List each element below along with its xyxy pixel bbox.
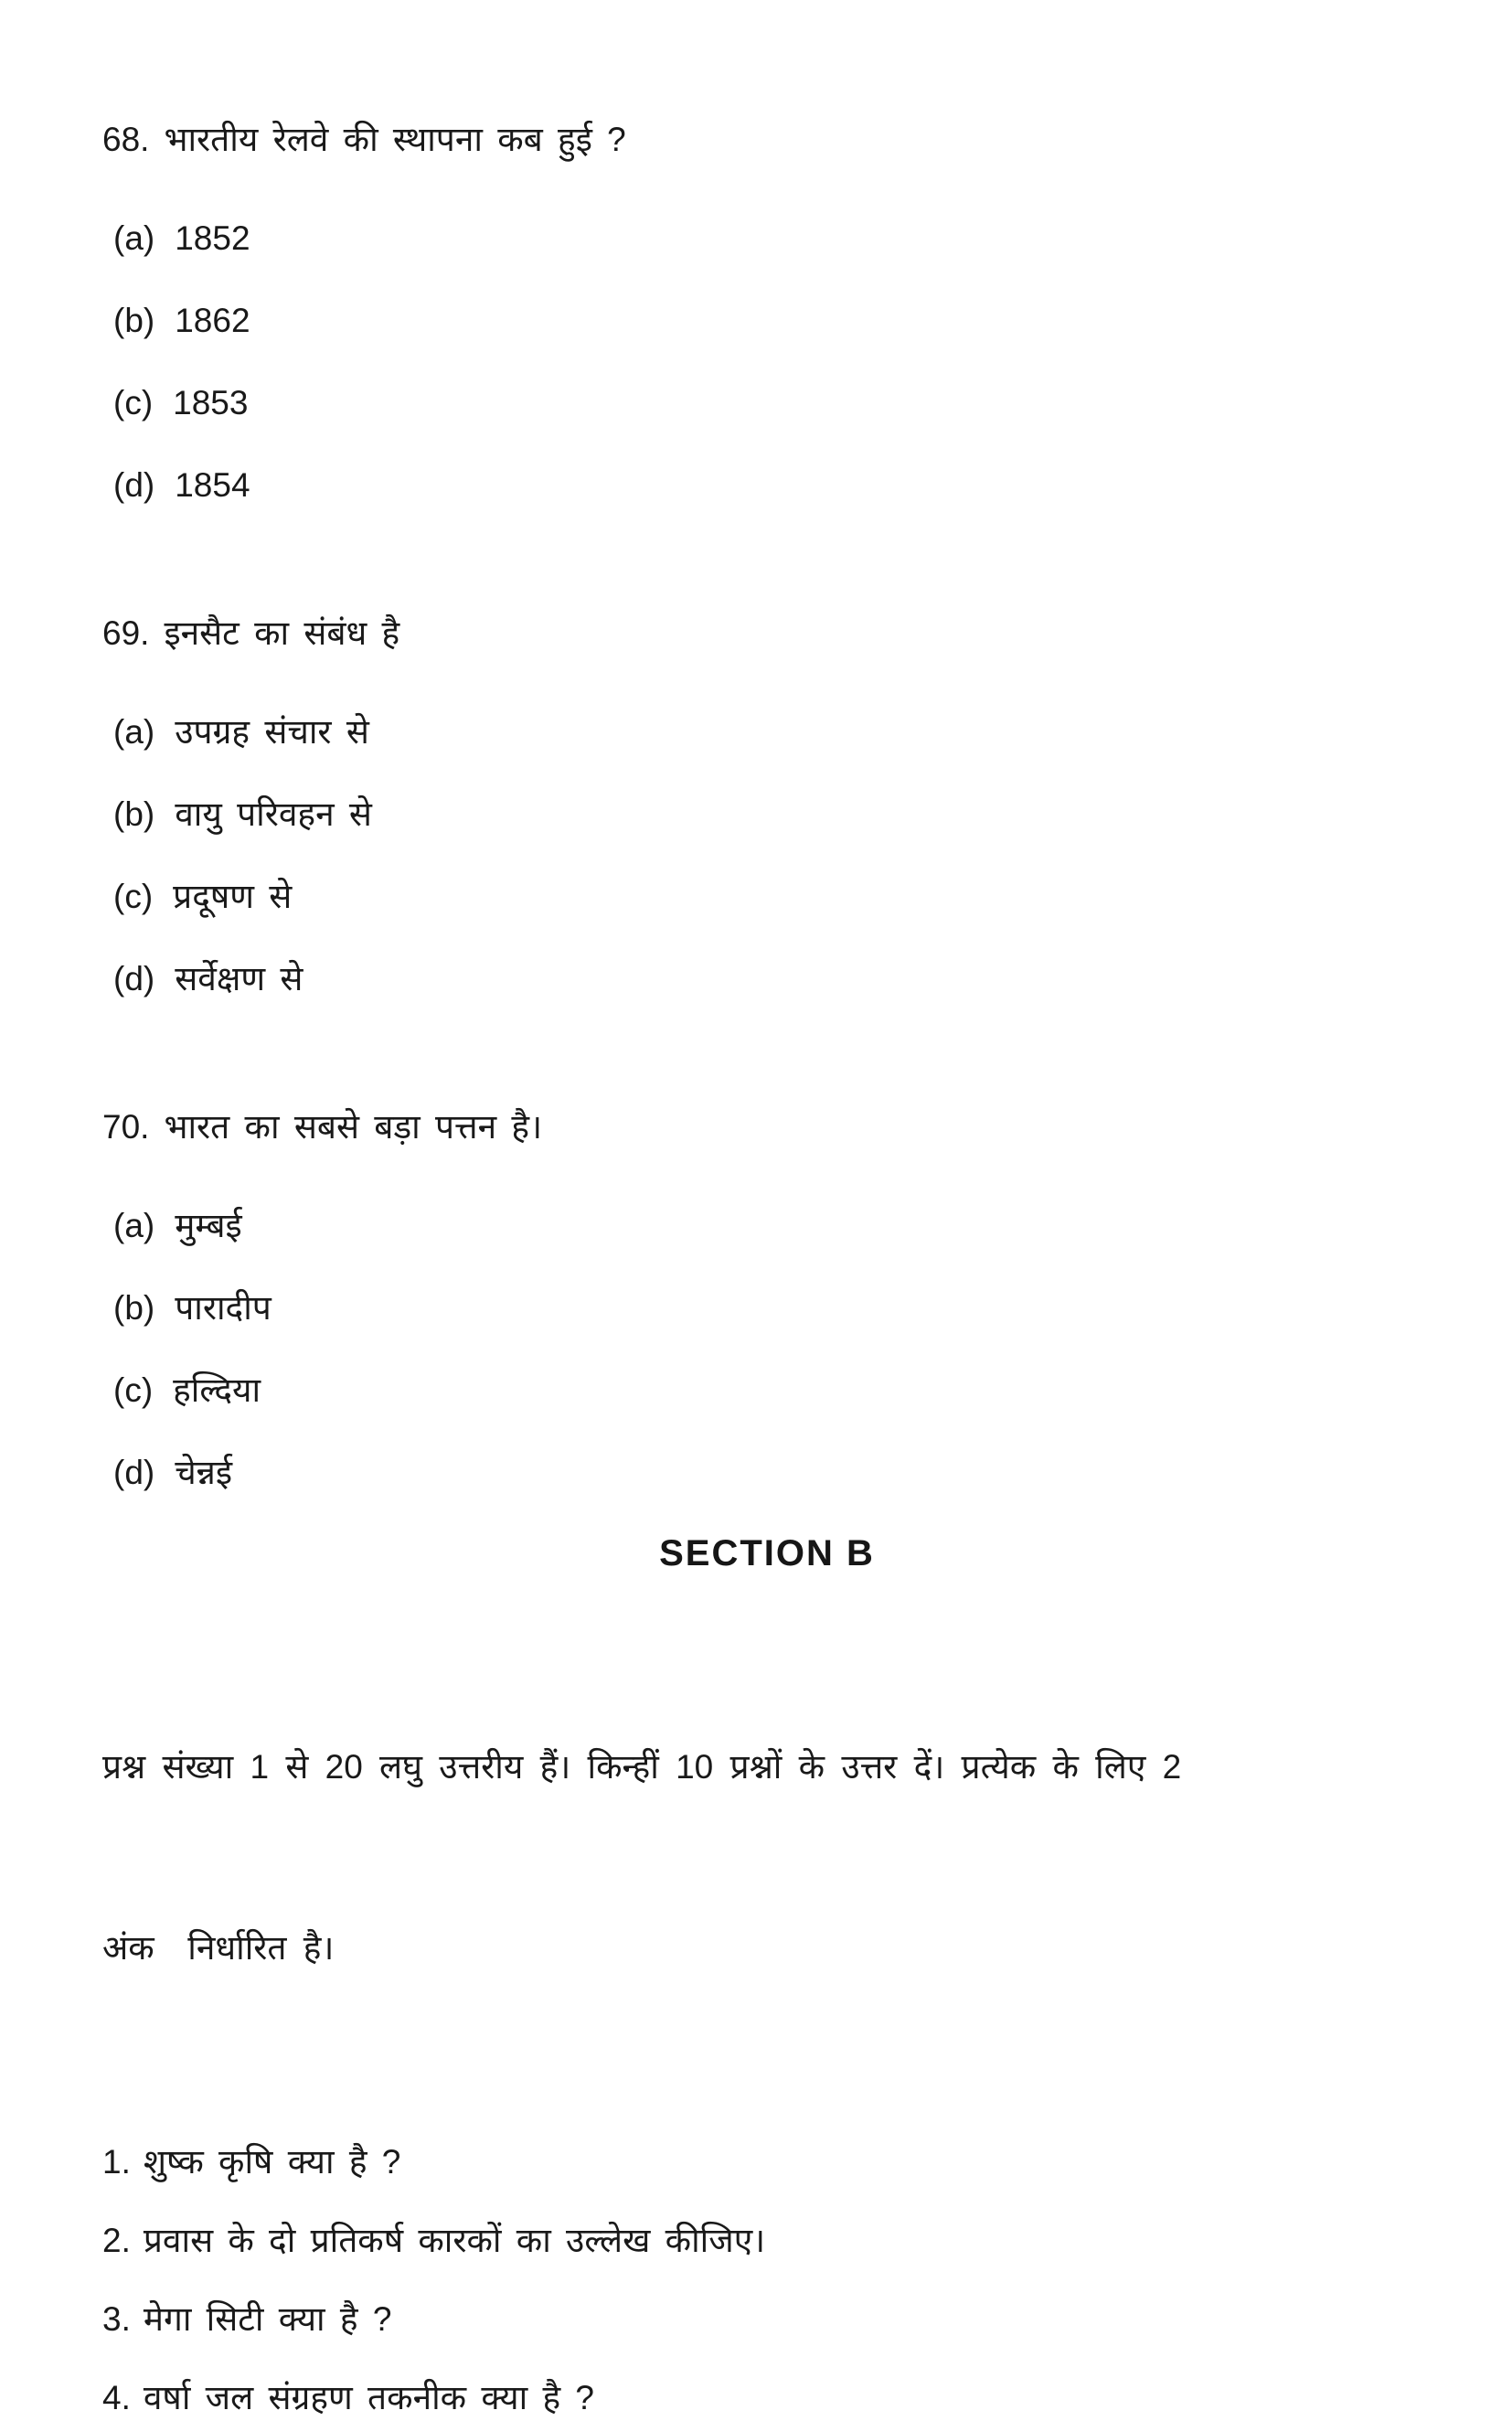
short-question-3 — [102, 2297, 1432, 2342]
question-69-line — [102, 611, 1432, 656]
question-number: 1. — [102, 2143, 131, 2181]
question-text: भारतीय रेलवे की स्थापना कब हुई ? — [164, 121, 626, 158]
option-text: उपग्रह संचार से — [175, 713, 369, 751]
option-label: (d) — [113, 960, 155, 997]
question-text: भारत का सबसे बड़ा पत्तन है। — [164, 1108, 543, 1146]
option-text: पारादीप — [175, 1289, 272, 1327]
question-text: वर्षा जल संग्रहण तकनीक क्या है ? — [143, 2379, 594, 2416]
option-text: 1853 — [173, 384, 249, 421]
option-label: (b) — [113, 302, 155, 339]
option-label: (c) — [113, 878, 154, 915]
option-text: सर्वेक्षण से — [175, 960, 303, 997]
question-number: 70. — [102, 1108, 150, 1146]
short-question-2 — [102, 2218, 1432, 2264]
option-label: (d) — [113, 466, 155, 504]
option-item — [113, 1368, 1432, 1413]
option-label: (a) — [113, 713, 155, 751]
question-number: 68. — [102, 121, 150, 158]
instruction-line: अंक निर्धारित है। — [102, 1929, 335, 1967]
option-item — [113, 1285, 1432, 1331]
question-number: 4. — [102, 2379, 131, 2416]
question-69-block — [102, 611, 1432, 1002]
option-label: (a) — [113, 1207, 155, 1244]
instruction-line: प्रश्न संख्या 1 से 20 लघु उत्तरीय हैं। किन्हीं 10 प्रश्नों के उत्तर दें। प्रत्येक के लिए 2 — [102, 1748, 1182, 1786]
option-item — [113, 298, 1432, 344]
option-label: (a) — [113, 219, 155, 257]
question-number: 3. — [102, 2300, 131, 2338]
option-text: प्रदूषण से — [173, 878, 293, 915]
question-68-block — [102, 117, 1432, 508]
option-item — [113, 1203, 1432, 1249]
option-item — [113, 874, 1432, 920]
option-label: (d) — [113, 1454, 155, 1491]
section-b-heading: SECTION B — [659, 1533, 875, 1573]
short-question-4 — [102, 2375, 1432, 2421]
option-text: 1852 — [175, 219, 250, 257]
option-text: 1854 — [175, 466, 250, 504]
question-text: शुष्क कृषि क्या है ? — [143, 2143, 401, 2181]
option-item — [113, 1450, 1432, 1496]
question-68-line — [102, 117, 1432, 163]
short-question-1 — [102, 2139, 1432, 2185]
option-text: हल्दिया — [173, 1371, 261, 1409]
option-item — [113, 216, 1432, 261]
question-70-line — [102, 1104, 1432, 1150]
question-text: मेगा सिटी क्या है ? — [143, 2300, 392, 2338]
option-item — [113, 792, 1432, 837]
question-text: इनसैट का संबंध है — [164, 614, 400, 652]
option-label: (c) — [113, 384, 154, 421]
question-text: प्रवास के दो प्रतिकर्ष कारकों का उल्लेख कीजिए। — [143, 2222, 766, 2259]
option-text: वायु परिवहन से — [175, 795, 372, 833]
option-label: (b) — [113, 1289, 155, 1327]
option-text: चेन्नई — [175, 1454, 232, 1491]
question-70-block — [102, 1104, 1432, 1496]
option-item — [113, 463, 1432, 508]
option-label: (b) — [113, 795, 155, 833]
question-number: 2. — [102, 2222, 131, 2259]
option-item — [113, 380, 1432, 426]
option-item — [113, 709, 1432, 755]
option-text: मुम्बई — [175, 1207, 242, 1244]
option-label: (c) — [113, 1371, 154, 1409]
option-text: 1862 — [175, 302, 250, 339]
option-item — [113, 956, 1432, 1002]
section-b-instructions — [102, 1616, 1432, 2099]
question-number: 69. — [102, 614, 150, 652]
